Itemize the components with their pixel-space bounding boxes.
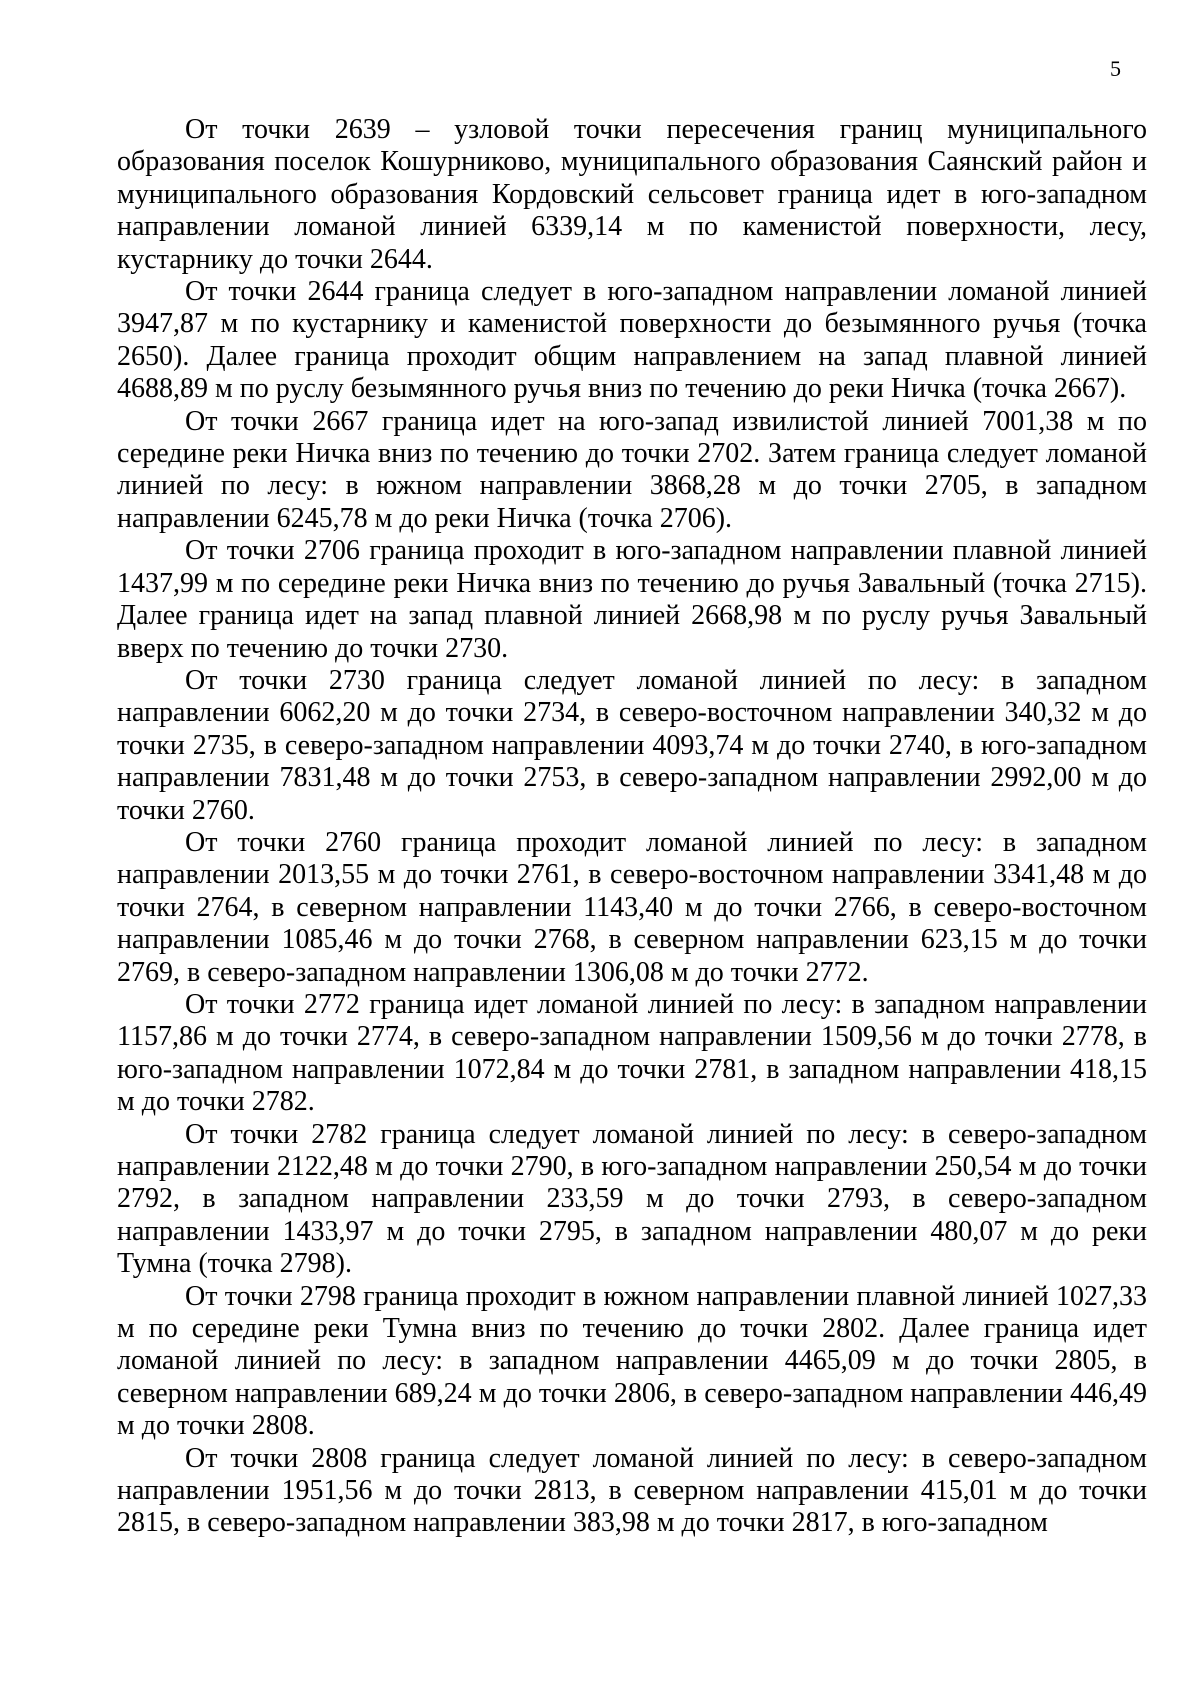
paragraph-2: От точки 2644 граница следует в юго-западном направлении ломаной линией 3947,87 м по кустарнику и каменистой поверхности до безымянного ручья (точка 2650). Далее граница проходит общим направлением на запад плавной линией 4688,89 м по руслу безымянного ручья вниз по течению до реки Ничка (точка 2667). [117,276,1147,405]
paragraph-7: От точки 2772 граница идет ломаной линией по лесу: в западном направлении 1157,86 м до точки 2774, в северо-западном направлении 1509,56 м до точки 2778, в юго-западном направлении 1072,84 м до точки 2781, в западном направлении 418,15 м до точки 2782. [117,988,1147,1118]
paragraph-3: От точки 2667 граница идет на юго-запад извилистой линией 7001,38 м по середине реки Ничка вниз по течению до точки 2702. Затем граница следует ломаной линией по лесу: в южном направлении 3868,28 м до точки 2705, в западном направлении 6245,78 м до реки Ничка (точка 2706). [117,405,1147,534]
paragraph-9: От точки 2798 граница проходит в южном направлении плавной линией 1027,33 м по середине реки Тумна вниз по течению до точки 2802. Далее граница идет ломаной линией по лесу: в западном направлении 4465,09 м до точки 2805, в северном направлении 689,24 м до точки 2806, в северо-западном направлении 446,49 м до точки 2808. [117,1280,1147,1442]
paragraph-6: От точки 2760 граница проходит ломаной линией по лесу: в западном направлении 2013,55 м до точки 2761, в северо-восточном направлении 3341,48 м до точки 2764, в северном направлении 1143,40 м до точки 2766, в северо-восточном направлении 1085,46 м до точки 2768, в северном направлении 623,15 м до точки 2769, в северо-западном направлении 1306,08 м до точки 2772. [117,826,1147,988]
paragraph-10: От точки 2808 граница следует ломаной линией по лесу: в северо-западном направлении 1951,56 м до точки 2813, в северном направлении 415,01 м до точки 2815, в северо-западном направлении 383,98 м до точки 2817, в юго-западном [117,1442,1147,1539]
page-number: 5 [1110,56,1121,81]
document-body [117,114,1147,1540]
paragraph-1: От точки 2639 – узловой точки пересечения границ муниципального образования поселок Кошурниково, муниципального образования Саянский район и муниципального образования Кордовский сельсовет граница идет в юго-западном направлении ломаной линией 6339,14 м по каменистой поверхности, лесу, кустарнику до точки 2644. [117,114,1147,275]
paragraph-4: От точки 2706 граница проходит в юго-западном направлении плавной линией 1437,99 м по середине реки Ничка вниз по течению до ручья Завальный (точка 2715). Далее граница идет на запад плавной линией 2668,98 м по руслу ручья Завальный вверх по течению до точки 2730. [117,535,1147,664]
paragraph-5: От точки 2730 граница следует ломаной линией по лесу: в западном направлении 6062,20 м до точки 2734, в северо-восточном направлении 340,32 м до точки 2735, в северо-западном направлении 4093,74 м до точки 2740, в юго-западном направлении 7831,48 м до точки 2753, в северо-западном направлении 2992,00 м до точки 2760. [117,664,1147,826]
paragraph-8: От точки 2782 граница следует ломаной линией по лесу: в северо-западном направлении 2122,48 м до точки 2790, в юго-западном направлении 250,54 м до точки 2792, в западном направлении 233,59 м до точки 2793, в северо-западном направлении 1433,97 м до точки 2795, в западном направлении 480,07 м до реки Тумна (точка 2798). [117,1118,1147,1280]
